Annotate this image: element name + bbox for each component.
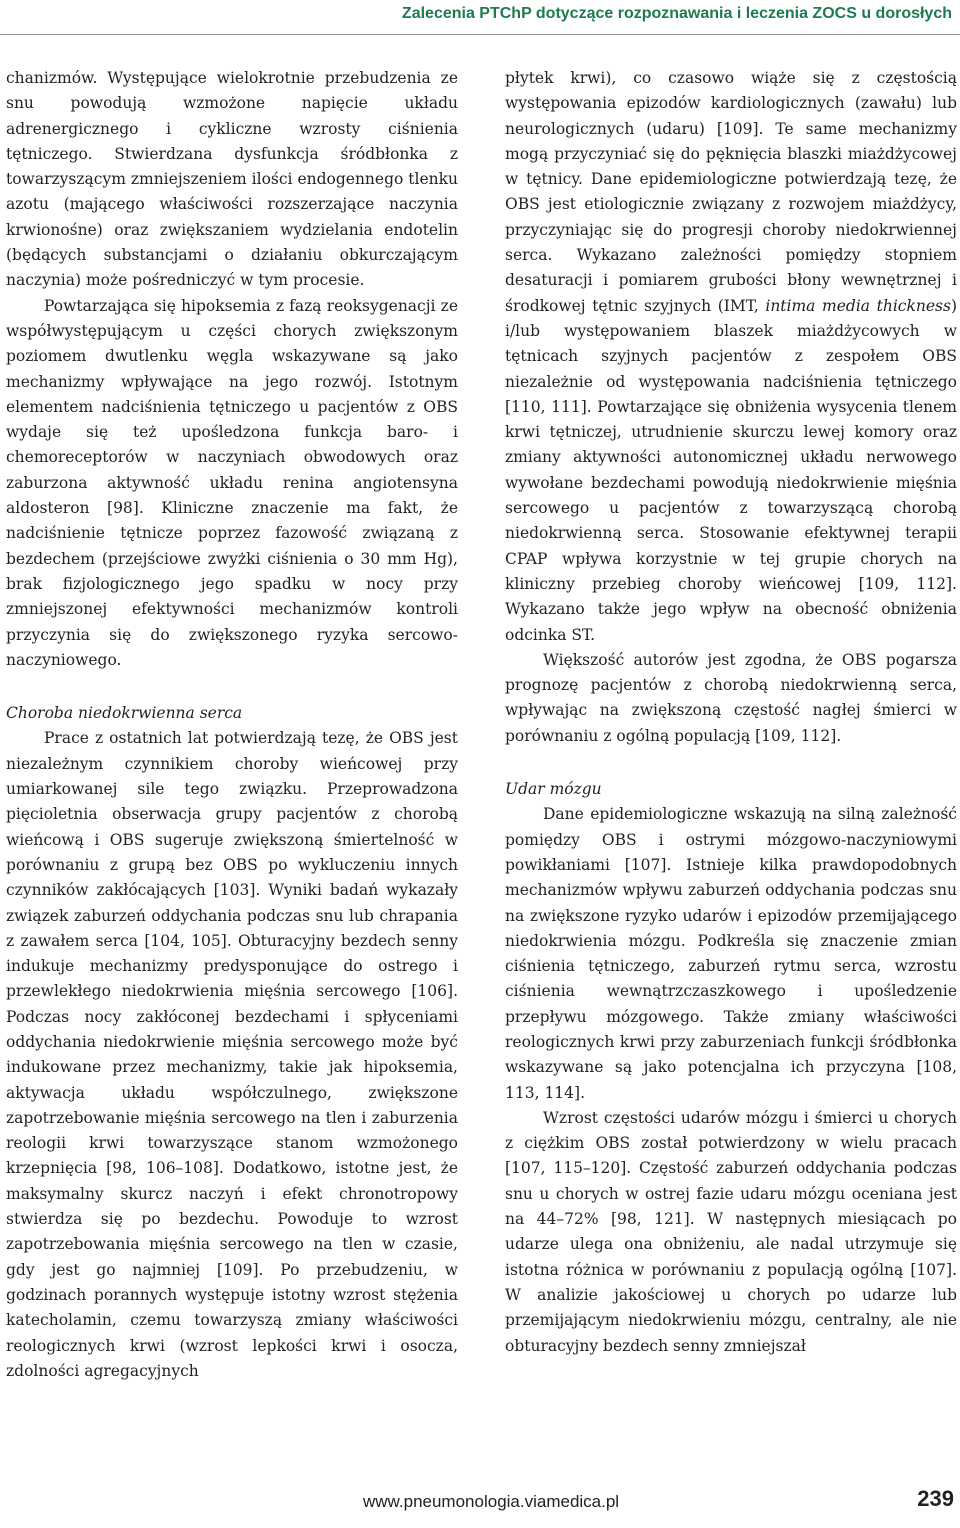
right-column	[505, 66, 957, 1359]
right-paragraph-1-part-a: płytek krwi), co czasowo wiąże się z częstością występowania epizodów kardiologicznych (zawału) lub neurologicznych (udaru) [109]. Te same mechanizmy mogą przyczyniać się do pęknięcia blaszki miażdżycowej w tętnicy. Dane epidemiologiczne potwierdzają tezę, że OBS jest etiologicznie związany z rozwojem miażdżycy, przyczyniając się do progresji choroby niedokrwiennej serca. Wykazano zależności pomiędzy stopniem desaturacji i pomiarem grubości błony wewnętrznej i środkowej tętnic szyjnych (IMT,	[505, 69, 957, 315]
section-heading-stroke: Udar mózgu	[505, 780, 602, 799]
running-header	[0, 0, 960, 30]
left-paragraph-3: Prace z ostatnich lat potwierdzają tezę, że OBS jest niezależnym czynnikiem choroby wieńcowej przy umiarkowanej sile tego związku. Przeprowadzona pięcioletnia obserwacja grupy pacjentów z chorobą wieńcową i OBS sugeruje zwiększoną śmiertelność w porównaniu z grupą bez OBS po wykluczeniu innych czynników zakłócających [103]. Wyniki badań wykazały związek zaburzeń oddychania podczas snu lub chrapania z zawałem serca [104, 105]. Obturacyjny bezdech senny indukuje mechanizmy predysponujące do ostrego i przewlekłego niedokrwienia mięśnia sercowego [106]. Podczas nocy zakłóconej bezdechami i spłyceniami oddychania niedokrwienie mięśnia sercowego może być indukowane przez mechanizmy, takie jak hipoksemia, aktywacja układu współczulnego, zwiększone zapotrzebowanie mięśnia sercowego na tlen i zaburzenia reologii krwi towarzyszące stanom wzmożonego krzepnięcia [98, 106–108]. Dodatkowo, istotne jest, że maksymalny skurcz naczyń i efekt chronotropowy stwierdza się po bezdechu. Powoduje to wzrost zapotrzebowania mięśnia sercowego na tlen w czasie, gdy jest go najmniej [109]. Po przebudzeniu, w godzinach porannych występuje istotny wzrost stężenia katecholamin, czemu towarzyszą zmiany właściwości reologicznych krwi (wzrost lepkości krwi i osocza, zdolności agregacyjnych	[6, 729, 458, 1380]
footer-url: www.pneumonologia.viamedica.pl	[363, 1492, 620, 1511]
right-paragraph-3: Dane epidemiologiczne wskazują na silną zależność pomiędzy OBS i ostrymi mózgowo-naczyniowymi powikłaniami [107]. Istnieje kilka prawdopodobnych mechanizmów wpływu zaburzeń oddychania podczas snu na zwiększone ryzyko udarów i epizodów przemijającego niedokrwienia mózgu. Podkreśla się znaczenie zmian ciśnienia tętniczego, zaburzeń rytmu serca, wzrostu ciśnienia wewnątrzczaszkowego i upośledzenie przepływu mózgowego. Także zmiany właściwości reologicznych krwi przy zaburzeniach funkcji śródbłonka wskazywane są jako potencjalna ich przyczyna [108, 113, 114].	[505, 805, 957, 1102]
page-number: 239	[917, 1486, 954, 1511]
header-divider	[0, 34, 960, 35]
section-heading-ischemic-heart-disease: Choroba niedokrwienna serca	[6, 704, 243, 723]
right-paragraph-4: Wzrost częstości udarów mózgu i śmierci u chorych z ciężkim OBS został potwierdzony w wielu pracach [107, 115–120]. Częstość zaburzeń oddychania podczas snu u chorych w ostrej fazie udaru mózgu oceniana jest na 44–72% [98, 121]. W następnych miesiącach po udarze ulega ona obniżeniu, ale nadal utrzymuje się istotna różnica w porównaniu z populacją ogólną [107]. W analizie jakościowej u chorych po udarze lub przemijającym niedokrwieniu mózgu, centralny, ale nie obturacyjny bezdech senny zmniejszał	[505, 1108, 957, 1355]
left-column	[6, 66, 458, 1384]
left-paragraph-2: Powtarzająca się hipoksemia z fazą reoksygenacji ze współwystępującym u części chorych zwiększonym poziomem dwutlenku węgla wskazywane są jako mechanizmy wpływające na jego rozwój. Istotnym elementem nadciśnienia tętniczego u pacjentów z OBS wydaje się też upośledzona funkcja baro- i chemoreceptorów w naczyniach obwodowych oraz zaburzona aktywność układu renina angiotensyna aldosteron [98]. Kliniczne znaczenie ma fakt, że nadciśnienie tętnicze poprzez fazowość związaną z bezdechem (przejściowe zwyżki ciśnienia o 30 mm Hg), brak fizjologicznego jego spadku w nocy przy zmniejszonej efektywności mechanizmów kontroli przyczynia się do zwiększonego ryzyka sercowo-naczyniowego.	[6, 296, 458, 669]
right-paragraph-1-part-b: ) i/lub występowaniem blaszek miażdżycowych w tętnicach szyjnych pacjentów z zespołem OBS niezależnie od występowania nadciśnienia tętniczego [110, 111]. Powtarzające się obniżenia wysycenia tlenem krwi tętniczej, utrudnienie skurczu lewej komory oraz zmiany aktywności autonomicznej układu nerwowego wywołane bezdechami powodują niedokrwienie mięśnia sercowego u pacjentów z towarzyszącą chorobą niedokrwienną serca. Stosowanie efektywnej terapii CPAP wpływa korzystnie w tej grupie chorych na kliniczny przebieg choroby wieńcowej [109, 112]. Wykazano także jego wpływ na obecność obniżenia odcinka ST.	[505, 296, 957, 644]
right-paragraph-1-italic-term: intima media thickness	[765, 296, 951, 315]
header-title: Zalecenia PTChP dotyczące rozpoznawania i leczenia ZOCS u dorosłych	[401, 5, 952, 22]
section-gap	[6, 673, 458, 701]
left-paragraph-1: chanizmów. Występujące wielokrotnie przebudzenia ze snu powodują wzmożone napięcie układu adrenergicznego i cykliczne wzrosty ciśnienia tętniczego. Stwierdzana dysfunkcja śródbłonka z towarzyszącym zmniejszeniem ilości endogennego tlenku azotu (mającego właściwości rozszerzające naczynia krwionośne) oraz zwiększaniem wydzielania endotelin (będących substancjami o działaniu obkurczającym naczynia) może pośredniczyć w tym procesie.	[6, 69, 458, 290]
section-gap	[505, 749, 957, 777]
right-paragraph-2: Większość autorów jest zgodna, że OBS pogarsza prognozę pacjentów z chorobą niedokrwienną serca, wpływając na zwiększoną częstość nagłej śmierci w porównaniu z ogólną populacją [109, 112].	[505, 650, 957, 745]
right-paragraph-1	[505, 66, 957, 648]
